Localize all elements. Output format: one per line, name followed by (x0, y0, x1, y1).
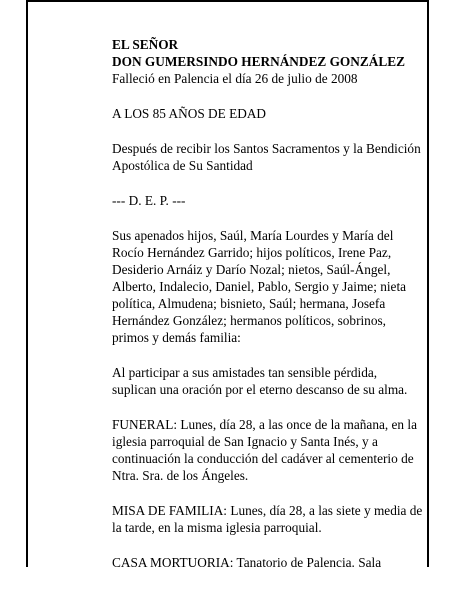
deceased-name: DON GUMERSINDO HERNÁNDEZ GONZÁLEZ (112, 54, 405, 69)
age-line: A LOS 85 AÑOS DE EDAD (112, 106, 267, 121)
mortuary-paragraph: CASA MORTUORIA: Tanatorio de Palencia. Sala (112, 555, 382, 570)
family-paragraph: Sus apenados hijos, Saúl, María Lourdes y María del Rocío Hernández Garrido; hijos políticos, Irene Paz, Desiderio Arnáiz y Darío Nozal; nietos, Saúl-Ángel, Alberto, Indalecio, Daniel, Pablo, Sergio y Jaime; nieta política, Almudena; bisnieto, Saúl; hermana, Josefa Hernández González; hermanos políticos, sobrinos, primos y demás familia: (112, 228, 407, 345)
sacraments-paragraph: Después de recibir los Santos Sacramentos y la Bendición Apostólica de Su Santidad (112, 141, 421, 173)
funeral-paragraph: FUNERAL: Lunes, día 28, a las once de la mañana, en la iglesia parroquial de San Ignacio y Santa Inés, y a continuación la conducción del cadáver al cementerio de Ntra. Sra. de los Ángeles. (112, 417, 417, 483)
title-line: EL SEÑOR (112, 37, 179, 52)
rip-line: --- D. E. P. --- (112, 193, 186, 208)
header-block (112, 36, 424, 87)
death-statement: Falleció en Palencia el día 26 de julio de 2008 (112, 71, 358, 86)
obituary-notice (112, 36, 424, 571)
family-mass-paragraph: MISA DE FAMILIA: Lunes, día 28, a las siete y media de la tarde, en la misma iglesia parroquial. (112, 503, 423, 535)
prayer-request-paragraph: Al participar a sus amistades tan sensible pérdida, suplican una oración por el eterno descanso de su alma. (112, 365, 408, 397)
